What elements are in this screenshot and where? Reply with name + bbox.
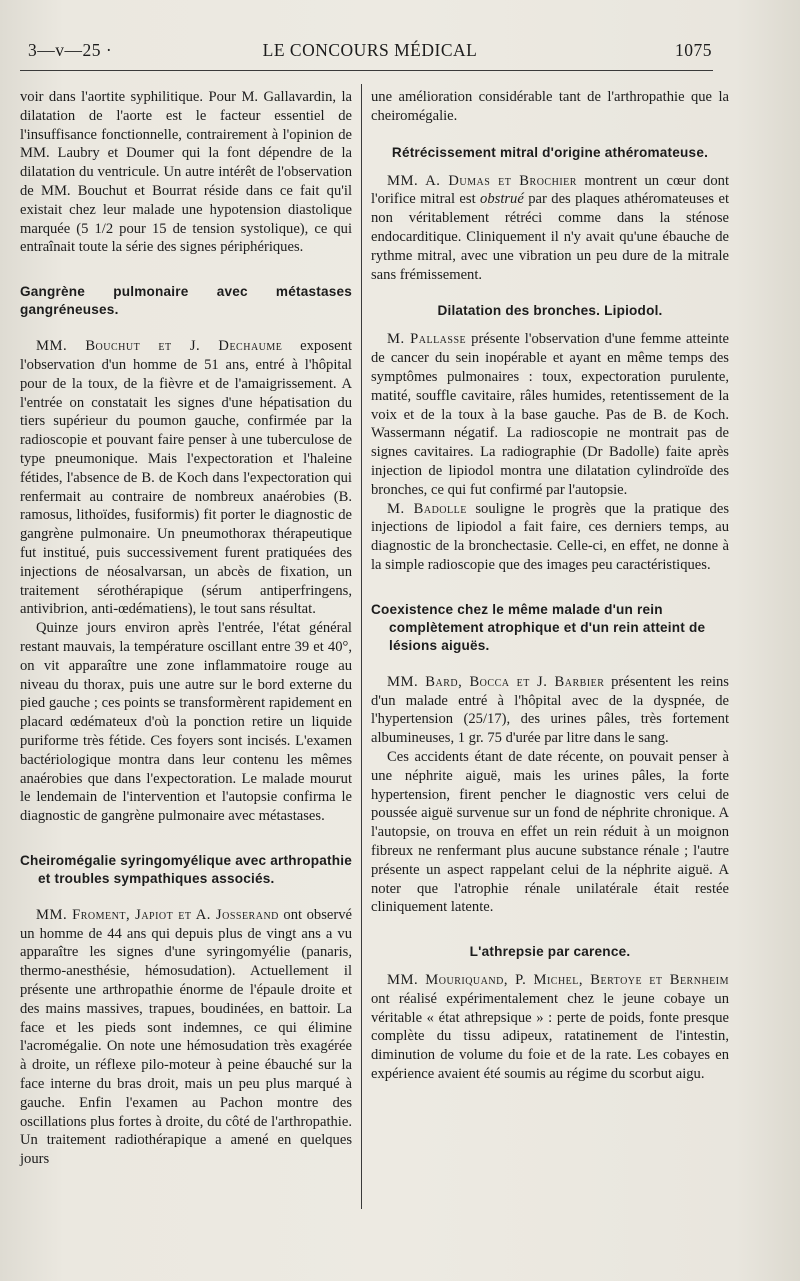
section-heading-dilatation: Dilatation des bronches. Lipiodol. [437, 303, 663, 319]
section-heading-coexistence: Coexistence chez le même malade d'un rein complètement atrophique et d'un rein atteint de lésions aiguës. [371, 601, 706, 653]
gangrene-paragraph-1: MM. Bouchut et J. Dechaume exposent l'observation d'un homme de 51 ans, entré à l'hôpital pour de la toux, de la fièvre et de l'amaigrissement. A l'entrée on constatait les signes d'une hépatisation du tiers supérieur du poumon gauche, confirmée par la radioscopie et pouvant faire penser à une tuberculose de type pneumonique. Mais l'expectoration et l'haleine fétides, l'absence de B. de Koch dans l'expectoration qui renfermait au contraire de nombreux anaérobies (B. ramosus, lithoïdes, fusiformis) fit porter le diagnostic de gangrène pulmonaire. Un pneumothorax thérapeutique fut institué, puis successivement furent pratiquées des injections de néosalvarsan, un abcès de fixation, un traitement sérothérapique (sérum antiperfringens, antivibrion, anti-œdématiens), le tout sans résultat. [20, 338, 352, 618]
right-column [371, 88, 729, 1084]
authors: M. Badolle [387, 500, 467, 517]
dilatation-paragraph-2: M. Badolle souligne le progrès que la pratique des injections de lipiodol a fait faire, ces derniers temps, au diagnostic de la bronchectasie. Celle-ci, en effet, ne donne à la simple radioscopie que des images peu caractéristiques. [371, 500, 729, 573]
section-heading-athrepsie: L'athrepsie par carence. [469, 944, 631, 960]
authors: MM. A. Dumas et Brochier [387, 172, 577, 189]
coexistence-paragraph-1: MM. Bard, Bocca et J. Barbier présentent les reins d'un malade entré à l'hôpital avec de la dyspnée, de l'hypertension (25/17), des urines pâles, très fortement albumineuses, 1 gr. 75 d'urée par litre dans le sang. [371, 673, 729, 747]
authors: M. Pallasse [387, 331, 467, 348]
retrecissement-paragraph: MM. A. Dumas et Brochier montrent un cœur dont l'orifice mitral est obstrué par des plaques athéromateuses et non véritablement rétréci comme dans la sténose endocarditique. Cliniquement il n'y avait qu'une ébauche de rythme mitral, avec une vibration un peu dure de la mitrale sans frémissement. [371, 172, 730, 283]
section-heading-retrecissement: Rétrécissement mitral d'origine athéromateuse. [391, 144, 709, 160]
authors: MM. Bard, Bocca et J. Barbier [387, 673, 605, 690]
authors: MM. Bouchut et J. Dechaume [36, 338, 283, 355]
section-heading-gangrene: Gangrène pulmonaire avec métastases gangréneuses. [20, 284, 352, 318]
issue-date: 3—v—25 · [28, 40, 113, 60]
journal-title: LE CONCOURS MÉDICAL [262, 40, 478, 60]
dilatation-paragraph-1: M. Pallasse présente l'observation d'une femme atteinte de cancer du sein inopérable et ayant en même temps des symptômes pulmonaires : toux, expectoration purulente, matité, souffle cavitaire, râles humides, retentissement de la voix et de la toux à la base gauche. Pas de B. de Koch. Wassermann négatif. La radioscopie ne montrait pas de signes cavitaires. La radiographie (Dr Badolle) faite après injection de lipiodol montra une dilatation cylindroïde des bronches, ce qui fut confirmé par l'autopsie. [371, 331, 729, 498]
page-number: 1075 [675, 40, 712, 60]
left-column [20, 88, 352, 1169]
athrepsie-paragraph: MM. Mouriquand, P. Michel, Bertoye et Bernheim ont réalisé expérimentalement chez le jeune cobaye un véritable « état athrepsique » : perte de poids, fonte presque complète du tissu adipeux, ratatinement de l'intestin, diminution de volume du foie et de la rate. Les cobayes en expérience avaient été soumis au régime du scorbut aigu. [371, 972, 729, 1083]
column-divider [361, 84, 362, 1209]
running-header [28, 40, 712, 70]
continued-paragraph: voir dans l'aortite syphilitique. Pour M. Gallavardin, la dilatation de l'aorte est le facteur essentiel de l'insuffisance fonctionnelle, contrairement à l'opinion de MM. Laubry et Doumer qui la font dépendre de la dilatation du ventricule. Un autre intérêt de l'observation de MM. Bouchut et Bourrat réside dans ce fait qu'il existait chez leur malade une hypotension diastolique marquée (5 1/2 pour 15 de tension systolique), ce qui entraînait toute la série des signes périphériques. [20, 89, 352, 256]
coexistence-paragraph-2: Ces accidents étant de date récente, on pouvait penser à une néphrite aiguë, mais les urines pâles, la forte hypertension, firent pencher le diagnostic vers celui de poussée aiguë survenue sur un fond de néphrite chronique. A l'autopsie, on trouva en effet un rein réduit à un moignon fibreux ne renfermant plus aucune substance rénale ; l'autre présente un aspect rappelant celui de la néphrite aiguë. A noter que l'atrophie rénale unilatérale était restée cliniquement latente. [371, 748, 729, 916]
cheiromegalie-paragraph-1: MM. Froment, Japiot et A. Josserand ont observé un homme de 44 ans qui depuis plus de vingt ans a vu apparaître les signes d'une syringomyélie (panaris, thermo-anesthésie, hémosudation). Actuellement il présente une arthropathie énorme de l'épaule droite et des mains massives, trapues, boudinées, en battoir. La face et les pieds sont indemnes, ce qui élimine l'acromégalie. On note une hémosudation très exagérée à droite, un réflexe pilo-moteur à peine ébauché sur la face interne du bras droit, mais un peu plus marqué à gauche. Enfin l'examen au Pachon montre des oscillations plus fortes à droite, du côté de l'arthropathie. Un traitement radiothérapique a amené en quelques jours [20, 906, 352, 1168]
gangrene-paragraph-2: Quinze jours environ après l'entrée, l'état général restant mauvais, la température oscillant entre 39 et 40°, on vit apparaître une zone inflammatoire rouge au niveau du thorax, puis une autre sur le bord externe du pied gauche ; ces points se transformèrent rapidement en placard œdémateux d'où la ponction retire un liquide puriforme très fétide. Ces foyers sont incisés. L'examen bactériologique montra dans leur contenu les mêmes anaérobies que dans l'expectoration. Le malade mourut le lendemain de l'intervention et l'autopsie confirma le diagnostic de gangrène pulmonaire avec métastases. [20, 620, 352, 825]
section-heading-cheiromegalie: Cheiromégalie syringomyélique avec arthropathie et troubles sympathiques associés. [20, 852, 352, 886]
authors: MM. Froment, Japiot et A. Josserand [36, 906, 279, 923]
continued-paragraph: une amélioration considérable tant de l'arthropathie que la cheiromégalie. [371, 89, 729, 124]
authors: MM. Mouriquand, P. Michel, Bertoye et Bernheim [387, 972, 729, 989]
header-rule [20, 70, 713, 71]
